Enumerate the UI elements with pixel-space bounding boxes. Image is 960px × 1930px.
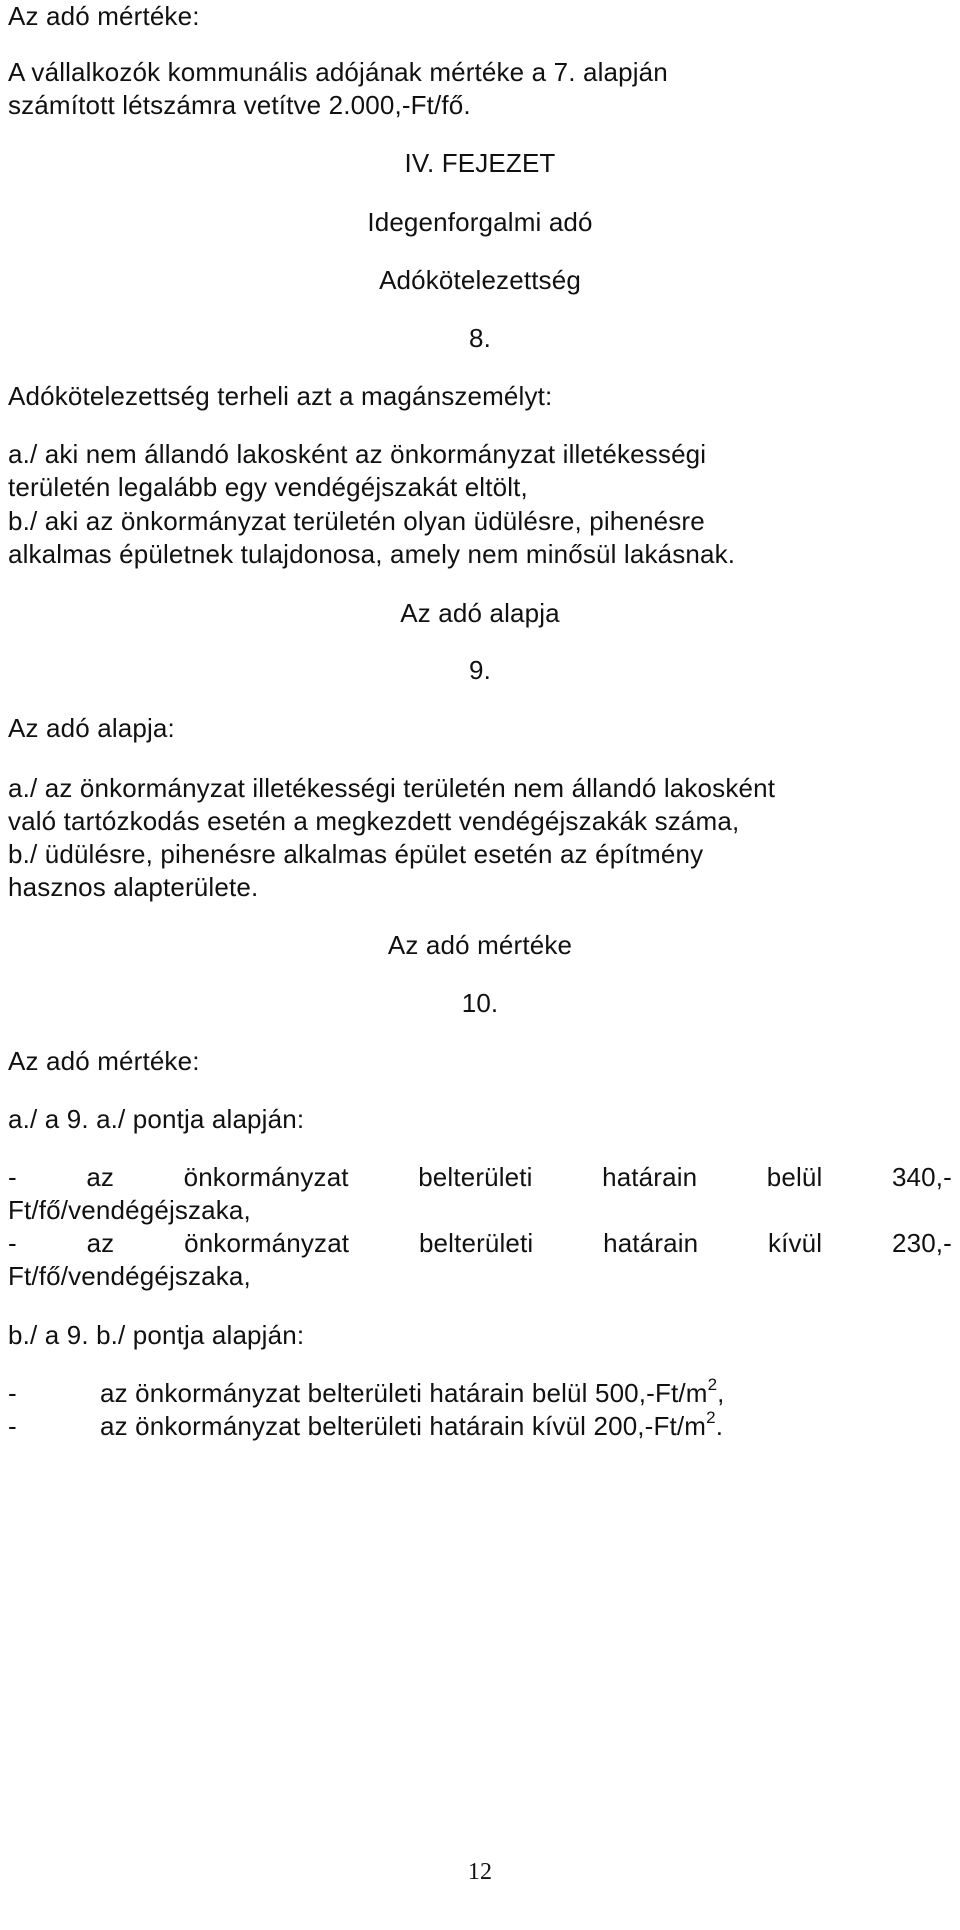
page-number: 12 [467,1859,493,1885]
word: határain [603,1228,699,1258]
word: az [86,1228,115,1258]
chapter-number: IV. FEJEZET [404,148,556,178]
word: belterületi [418,1162,533,1192]
word: belterületi [418,1228,534,1258]
paragraph: Adókötelezettség terheli azt a magánszemélyt: [8,381,553,411]
section-number: 8. [469,323,491,353]
word: határain [602,1162,698,1192]
word: 230,- [891,1228,952,1258]
list-item-body: az önkormányzat belterületi határain belül 500,-Ft/m [100,1378,708,1408]
word: - [8,1162,17,1192]
word: önkormányzat [183,1162,349,1192]
paragraph-line: való tartózkodás esetén a megkezdett vendégéjszakák száma, [8,806,740,836]
section-number: 10. [461,988,499,1018]
justified-line [8,1161,952,1193]
justified-line [8,1227,952,1259]
list-item-body: az önkormányzat belterületi határain kívül 200,-Ft/m [100,1411,707,1441]
dash-marker: - [8,1411,17,1441]
section-heading: Az adó alapja [400,598,560,628]
section-number: 9. [469,655,491,685]
paragraph-line: területén legalább egy vendégéjszakát eltölt, [8,472,528,502]
paragraph: a./ a 9. a./ pontja alapján: [8,1104,305,1134]
paragraph-line: a./ aki nem állandó lakosként az önkormányzat illetékességi [8,439,707,469]
list-item-tail: , [717,1378,725,1408]
chapter-title: Idegenforgalmi adó [367,207,593,237]
word: az [86,1162,115,1192]
paragraph-line: Ft/fő/vendégéjszaka, [8,1195,251,1225]
paragraph: Az adó mértéke: [8,1046,200,1076]
paragraph-line: b./ aki az önkormányzat területén olyan üdülésre, pihenésre [8,506,705,536]
word: kívül [768,1228,823,1258]
word: önkormányzat [184,1228,350,1258]
list-item-text [100,1377,725,1409]
superscript: 2 [707,1375,718,1395]
paragraph: Az adó alapja: [8,713,175,743]
superscript: 2 [706,1408,716,1428]
dash-marker: - [8,1378,17,1408]
section-heading: Adókötelezettség [379,265,581,295]
paragraph-line: alkalmas épületnek tulajdonosa, amely nem minősül lakásnak. [8,539,736,569]
word: - [8,1228,17,1258]
list-item-tail: . [715,1411,724,1441]
list-item-text [100,1410,723,1442]
paragraph-line: számított létszámra vetítve 2.000,-Ft/fő. [8,90,471,120]
paragraph-line: Ft/fő/vendégéjszaka, [8,1261,251,1291]
paragraph-line: A vállalkozók kommunális adójának mértéke a 7. alapján [8,57,668,87]
heading-tax-rate: Az adó mértéke: [8,1,200,31]
paragraph-line: b./ üdülésre, pihenésre alkalmas épület esetén az építmény [8,839,704,869]
word: belül [766,1162,823,1192]
paragraph-line: hasznos alapterülete. [8,872,259,902]
section-heading: Az adó mértéke [387,930,573,960]
paragraph-line: a./ az önkormányzat illetékességi területén nem állandó lakosként [8,773,776,803]
word: 340,- [891,1162,952,1192]
paragraph: b./ a 9. b./ pontja alapján: [8,1320,305,1350]
